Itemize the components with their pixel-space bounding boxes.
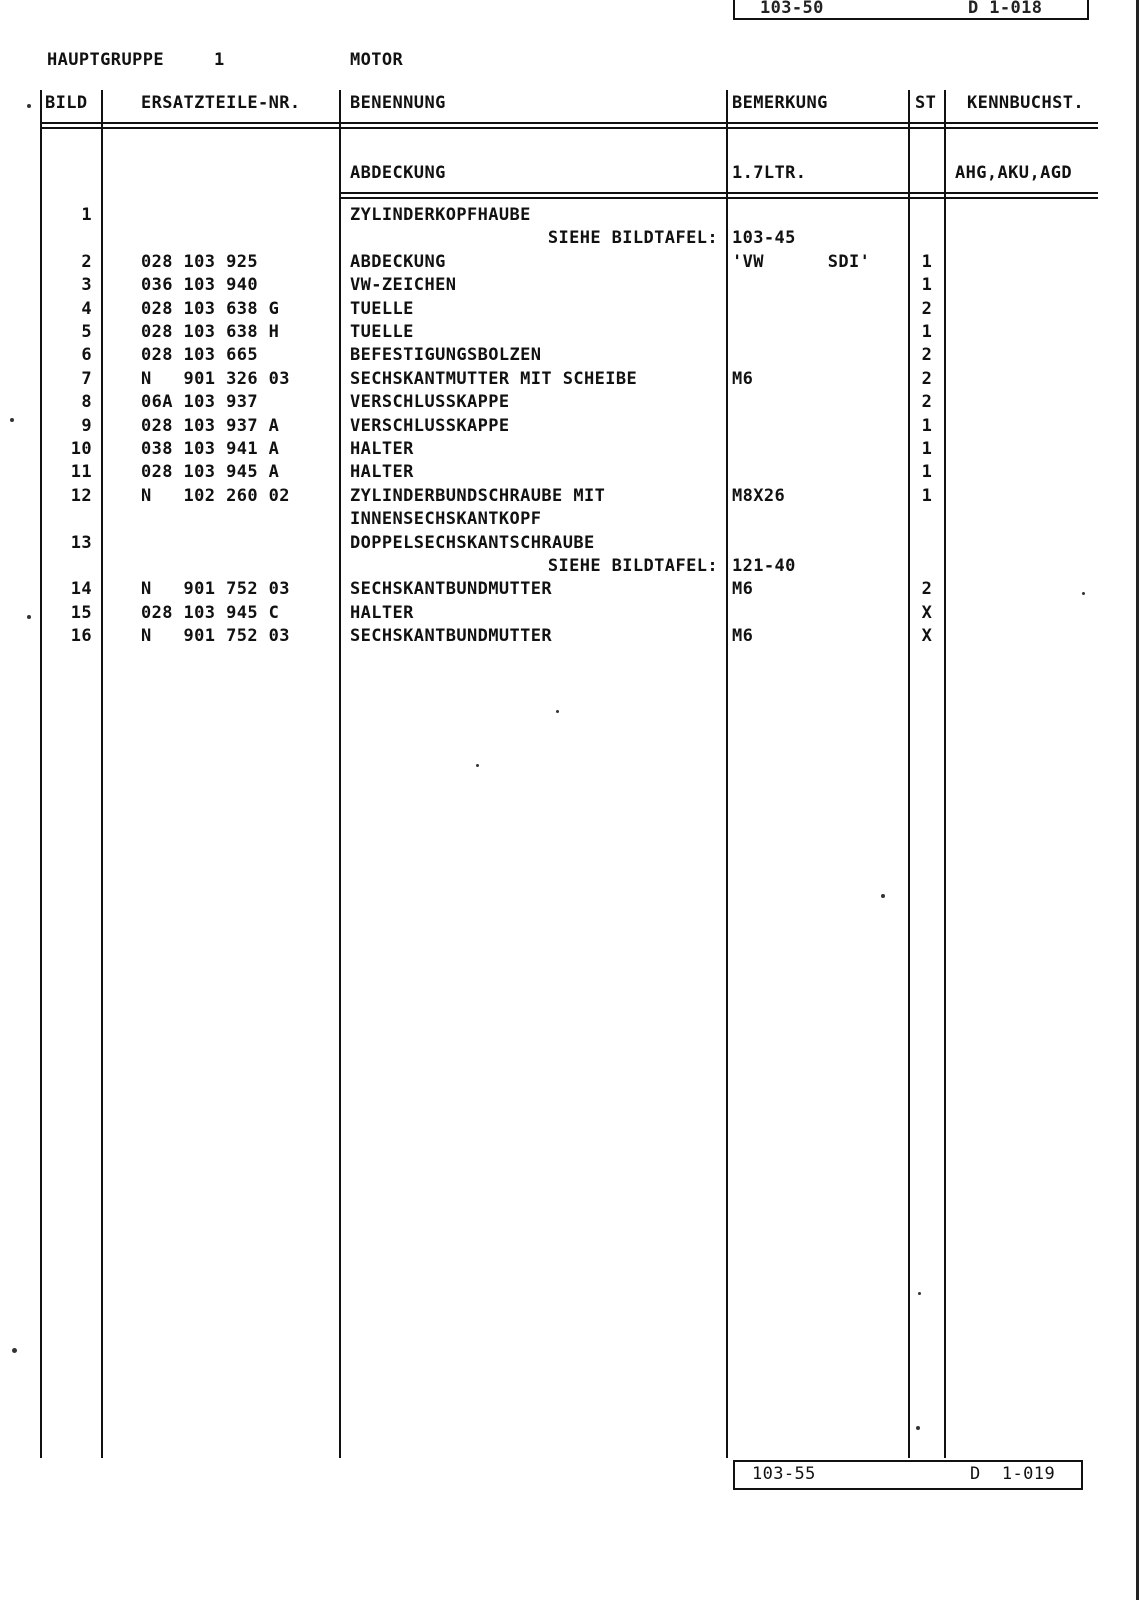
- scan-speck: [556, 710, 559, 713]
- header-rule-bottom: [40, 127, 1098, 129]
- column-header-codes: KENNBUCHST.: [967, 93, 1084, 113]
- row-remark: 121-40: [732, 556, 796, 576]
- row-part-number: 028 103 925: [141, 252, 258, 272]
- row-part-number: N 901 326 03: [141, 369, 290, 389]
- row-name: SIEHE BILDTAFEL:: [547, 228, 718, 248]
- scan-speck: [881, 894, 885, 898]
- row-quantity: 2: [921, 392, 933, 412]
- row-quantity: 2: [921, 369, 933, 389]
- row-name: SECHSKANTBUNDMUTTER: [350, 579, 553, 599]
- row-bild: 1: [81, 205, 92, 225]
- column-divider-left: [40, 90, 42, 1458]
- scan-speck: [27, 104, 31, 108]
- row-bild: 6: [81, 345, 92, 365]
- row-name: VERSCHLUSSKAPPE: [350, 416, 510, 436]
- section-name: ABDECKUNG: [350, 163, 446, 183]
- row-name: SIEHE BILDTAFEL:: [547, 556, 718, 576]
- section-rule-bottom: [340, 197, 1098, 199]
- row-quantity: X: [921, 626, 933, 646]
- row-part-number: 028 103 638 G: [141, 299, 280, 319]
- row-name: TUELLE: [350, 322, 414, 342]
- row-remark: M6: [732, 579, 754, 599]
- row-name: INNENSECHSKANTKOPF: [350, 509, 542, 529]
- section-remark: 1.7LTR.: [732, 163, 807, 183]
- column-divider-quantity: [944, 90, 946, 1458]
- row-name: DOPPELSECHSKANTSCHRAUBE: [350, 533, 595, 553]
- row-part-number: 036 103 940: [141, 275, 258, 295]
- row-name: ZYLINDERKOPFHAUBE: [350, 205, 531, 225]
- row-bild: 2: [81, 252, 92, 272]
- row-remark: 'VW SDI': [732, 252, 871, 272]
- row-name: BEFESTIGUNGSBOLZEN: [350, 345, 542, 365]
- top-reference: 103-50: [760, 0, 824, 18]
- row-name: HALTER: [350, 439, 414, 459]
- row-quantity: 2: [921, 579, 933, 599]
- row-quantity: 1: [921, 416, 933, 436]
- row-bild: 3: [81, 275, 92, 295]
- row-part-number: 038 103 941 A: [141, 439, 280, 459]
- section-rule-top: [340, 192, 1098, 194]
- row-bild: 16: [70, 626, 92, 646]
- row-remark: M6: [732, 369, 754, 389]
- row-part-number: N 901 752 03: [141, 579, 290, 599]
- scan-speck: [10, 418, 14, 422]
- row-remark: M6: [732, 626, 754, 646]
- column-header-remark: BEMERKUNG: [732, 93, 828, 113]
- row-bild: 14: [70, 579, 92, 599]
- scan-speck: [27, 615, 31, 619]
- scan-speck: [1082, 592, 1085, 595]
- row-quantity: 2: [921, 345, 933, 365]
- row-name: TUELLE: [350, 299, 414, 319]
- row-name: VERSCHLUSSKAPPE: [350, 392, 510, 412]
- row-quantity: 1: [921, 462, 933, 482]
- row-bild: 4: [81, 299, 92, 319]
- row-part-number: 028 103 945 C: [141, 603, 280, 623]
- row-remark: M8X26: [732, 486, 786, 506]
- row-bild: 15: [70, 603, 92, 623]
- row-remark: 103-45: [732, 228, 796, 248]
- row-name: ZYLINDERBUNDSCHRAUBE MIT: [350, 486, 606, 506]
- row-part-number: 028 103 937 A: [141, 416, 280, 436]
- row-name: HALTER: [350, 603, 414, 623]
- row-name: SECHSKANTBUNDMUTTER: [350, 626, 553, 646]
- scan-edge: [1136, 0, 1139, 1600]
- row-part-number: 028 103 638 H: [141, 322, 280, 342]
- column-divider-name: [726, 90, 728, 1458]
- row-quantity: 1: [921, 252, 933, 272]
- row-bild: 8: [81, 392, 92, 412]
- row-bild: 11: [70, 462, 92, 482]
- scan-speck: [12, 1348, 17, 1353]
- group-name: MOTOR: [350, 50, 404, 70]
- column-header-part-number: ERSATZTEILE-NR.: [141, 93, 301, 113]
- column-divider-bild: [101, 90, 103, 1458]
- row-bild: 5: [81, 322, 92, 342]
- group-label: HAUPTGRUPPE: [47, 50, 164, 70]
- row-bild: 12: [70, 486, 92, 506]
- row-name: ABDECKUNG: [350, 252, 446, 272]
- scan-speck: [476, 764, 479, 767]
- row-bild: 13: [70, 533, 92, 553]
- scan-speck: [916, 1426, 920, 1430]
- row-bild: 10: [70, 439, 92, 459]
- row-quantity: 2: [921, 299, 933, 319]
- top-reference-page: D 1-018: [968, 0, 1043, 18]
- row-part-number: 028 103 665: [141, 345, 258, 365]
- row-quantity: 1: [921, 486, 933, 506]
- column-divider-remark: [908, 90, 910, 1458]
- row-part-number: N 901 752 03: [141, 626, 290, 646]
- footer-page: D 1-019: [970, 1464, 1056, 1484]
- row-quantity: 1: [921, 322, 933, 342]
- column-header-name: BENENNUNG: [350, 93, 446, 113]
- row-name: SECHSKANTMUTTER MIT SCHEIBE: [350, 369, 638, 389]
- row-bild: 7: [81, 369, 92, 389]
- row-quantity: 1: [921, 275, 933, 295]
- scan-speck: [918, 1292, 921, 1295]
- section-codes: AHG,AKU,AGD: [955, 163, 1072, 183]
- column-divider-part: [339, 90, 341, 1458]
- row-part-number: 06A 103 937: [141, 392, 258, 412]
- column-header-quantity: ST: [915, 93, 937, 113]
- row-quantity: 1: [921, 439, 933, 459]
- footer-reference: 103-55: [752, 1464, 816, 1484]
- column-header-bild: BILD: [45, 93, 88, 113]
- row-name: HALTER: [350, 462, 414, 482]
- row-bild: 9: [81, 416, 92, 436]
- group-number: 1: [214, 50, 225, 70]
- row-part-number: 028 103 945 A: [141, 462, 280, 482]
- header-rule-top: [40, 122, 1098, 124]
- row-part-number: N 102 260 02: [141, 486, 290, 506]
- row-quantity: X: [921, 603, 933, 623]
- row-name: VW-ZEICHEN: [350, 275, 457, 295]
